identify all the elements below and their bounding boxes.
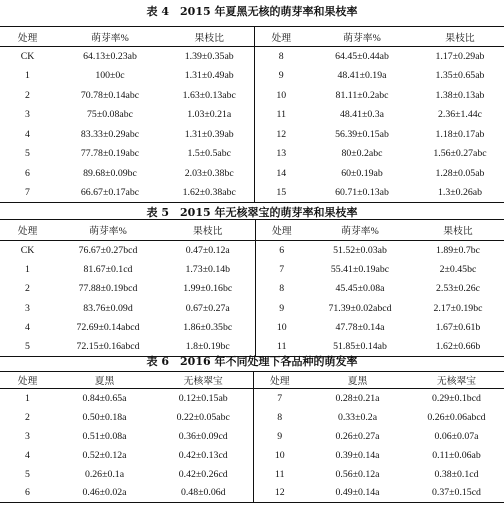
table-cell: 0.67±0.27a (185, 302, 230, 314)
table-cell: 1.18±0.17ab (435, 128, 485, 140)
column-header: 处理 (253, 372, 306, 389)
table-cell: 1.8±0.19bc (185, 340, 230, 352)
table-cell: 8 (253, 408, 306, 427)
table-row (0, 446, 504, 465)
table-row (0, 105, 504, 125)
table-cell: 71.39±0.02abcd (328, 302, 392, 314)
table-cell: 1.17±0.29ab (435, 51, 485, 62)
table-cell: 0.46±0.02a (82, 487, 127, 499)
table-cell: 3 (25, 109, 30, 121)
table-cell: 3 (25, 430, 30, 442)
table-cell: 89.68±0.09bc (83, 167, 137, 179)
table-cell: 2 (25, 89, 30, 101)
table-cell: 70.78±0.14abc (80, 89, 140, 101)
table-cell: 11 (255, 337, 308, 356)
table-row (0, 465, 504, 484)
table-cell: 1 (25, 70, 30, 82)
column-header: 夏黑 (347, 376, 368, 387)
table-cell: 0.28±0.21a (335, 392, 380, 404)
table-cell: 1.03±0.21a (187, 109, 232, 121)
column-header: 萌芽率% (343, 32, 381, 44)
table-cell: 48.41±0.19a (337, 70, 387, 82)
table-cell: 0.26±0.27a (335, 430, 380, 442)
header-row (0, 372, 504, 389)
table-cell: 14 (254, 164, 308, 184)
table-cell: 0.49±0.14a (335, 487, 380, 499)
table-cell: 10 (253, 446, 306, 465)
table-cell: 11 (254, 105, 308, 125)
table-cell: 3 (25, 302, 30, 314)
table-cell: 1.31±0.49ab (184, 70, 234, 82)
table-cell: 0.37±0.15cd (432, 487, 481, 499)
table-cell: 77.88±0.19bcd (78, 283, 138, 295)
table-cell: 4 (25, 321, 30, 333)
table-cell: 1.5±0.5abc (187, 148, 231, 160)
column-header: 处理 (255, 220, 308, 241)
table-cell: 0.50±0.18a (82, 411, 127, 423)
table-cell: 6 (25, 167, 30, 179)
table-cell: 56.39±0.15ab (335, 128, 389, 140)
table-cell: 81.11±0.2abc (335, 89, 389, 101)
column-header: 无核翠宝 (436, 376, 477, 387)
table-cell: 51.85±0.14ab (333, 340, 387, 352)
table-cell: 9 (255, 298, 308, 317)
table-cell: 0.29±0.1bcd (432, 392, 481, 404)
column-header: 萌芽率% (341, 226, 379, 237)
header-row (0, 220, 504, 241)
table5-caption: 表 5 2015 年无核翠宝的萌芽率和果枝率 (146, 206, 358, 219)
table-cell: 1 (25, 263, 30, 275)
table-cell: 72.15±0.16abcd (76, 340, 140, 352)
table-cell: 0.42±0.26cd (178, 468, 228, 480)
table-cell: 64.13±0.23ab (83, 51, 137, 62)
table-cell: 2.53±0.26c (435, 283, 480, 295)
table-cell: 11 (253, 465, 306, 484)
table-cell: 45.45±0.08a (335, 283, 385, 295)
table-cell: 5 (25, 340, 30, 352)
table-row (0, 47, 504, 67)
table-cell: 7 (253, 389, 306, 408)
table-cell: 0.56±0.12a (335, 468, 380, 480)
column-header: 处理 (17, 32, 38, 44)
table-cell: 10 (255, 318, 308, 337)
table-cell: 9 (254, 66, 308, 86)
table-cell: 1.62±0.38abc (182, 187, 236, 198)
table4-caption: 表 4 2015 年夏黑无核的萌芽率和果枝率 (146, 5, 358, 18)
table-cell: 1.99±0.16bc (183, 283, 233, 295)
table-cell: 2 (25, 283, 30, 295)
table-cell: 0.22±0.05abc (176, 411, 230, 423)
table-cell: 0.26±0.06abcd (427, 411, 486, 423)
table-cell: 13 (254, 144, 308, 164)
table-cell: 1.35±0.65ab (435, 70, 485, 82)
table-row (0, 318, 504, 337)
table-cell: 0.47±0.12a (185, 244, 230, 256)
table-cell: 2 (25, 411, 30, 423)
table-row (0, 389, 504, 408)
table-cell: 12 (254, 125, 308, 145)
table-cell: 2.36±1.44c (437, 109, 482, 121)
table-cell: 100±0c (95, 70, 125, 82)
table6-caption: 表 6 2016 年不同处理下各品种的萌发率 (146, 355, 358, 368)
table-cell: 2.17±0.19bc (433, 302, 483, 314)
table-row (0, 241, 504, 260)
table-cell: 1.86±0.35bc (183, 321, 233, 333)
table-cell: 15 (254, 183, 308, 203)
column-header: 果枝比 (445, 32, 475, 44)
table-cell: 6 (255, 241, 308, 260)
table-cell: 60.71±0.13ab (335, 187, 389, 198)
table-row (0, 279, 504, 298)
table-cell: 8 (254, 47, 308, 67)
table-cell: 1.62±0.66b (435, 340, 481, 352)
table-cell: 7 (25, 187, 30, 198)
table-cell: 83.33±0.29abc (80, 128, 140, 140)
table-cell: 9 (253, 427, 306, 446)
table-cell: 5 (25, 148, 30, 160)
table-cell: 47.78±0.14a (335, 321, 385, 333)
column-header: 果枝比 (193, 226, 223, 237)
table-cell: 0.06±0.07a (434, 430, 479, 442)
table-row (0, 484, 504, 503)
table4 (0, 26, 504, 203)
table-cell: 1.56±0.27abc (433, 148, 487, 160)
table-cell: 1 (25, 392, 30, 404)
column-header: 处理 (254, 27, 308, 47)
column-header: 萌芽率% (89, 226, 127, 237)
table-cell: 4 (25, 449, 30, 461)
column-header: 果枝比 (443, 226, 473, 237)
table5 (0, 219, 504, 357)
table-row (0, 427, 504, 446)
table-row (0, 183, 504, 203)
table-cell: 1.39±0.35ab (184, 51, 234, 62)
table-cell: 0.42±0.13cd (178, 449, 228, 461)
table-cell: 75±0.08abc (87, 109, 133, 121)
table-cell: 1.38±0.13ab (435, 89, 485, 101)
table-cell: 80±0.2abc (341, 148, 383, 160)
table-cell: 2.03±0.38bc (184, 167, 234, 179)
table-row (0, 86, 504, 106)
table-cell: 6 (25, 487, 30, 499)
table-cell: 76.67±0.27bcd (78, 244, 138, 256)
column-header: 果枝比 (194, 32, 224, 44)
table-cell: 0.26±0.1a (84, 468, 125, 480)
table-cell: 0.51±0.08a (82, 430, 127, 442)
table-cell: 8 (255, 279, 308, 298)
table-cell: 0.84±0.65a (82, 392, 127, 404)
table6 (0, 371, 504, 503)
column-header: 无核翠宝 (183, 376, 223, 387)
table-cell: 81.67±0.1cd (83, 263, 133, 275)
column-header: 处理 (17, 226, 38, 237)
table-cell: 12 (253, 484, 306, 503)
table-cell: 0.38±0.1cd (434, 468, 479, 480)
table-row (0, 260, 504, 279)
table-cell: 77.78±0.19abc (80, 148, 140, 160)
table-cell: 83.76±0.09d (83, 302, 133, 314)
table-cell: 1.3±0.26ab (437, 187, 482, 198)
table-row (0, 144, 504, 164)
table-cell: CK (20, 244, 35, 256)
table-cell: 7 (255, 260, 308, 279)
table-cell: 0.11±0.06ab (432, 449, 481, 461)
table-row (0, 164, 504, 184)
table-cell: 64.45±0.44ab (335, 51, 389, 62)
table-cell: 1.73±0.14b (185, 263, 231, 275)
table-cell: 0.39±0.14a (335, 449, 380, 461)
column-header: 夏黑 (94, 376, 115, 387)
table-cell: 72.69±0.14abcd (76, 321, 140, 333)
table-cell: CK (20, 51, 35, 62)
column-header: 处理 (17, 376, 38, 387)
table-cell: 1.31±0.39ab (184, 128, 234, 140)
table-cell: 0.36±0.09cd (178, 430, 228, 442)
table-row (0, 408, 504, 427)
table-row (0, 66, 504, 86)
table-cell: 66.67±0.17abc (80, 187, 140, 198)
table-cell: 1.89±0.7bc (435, 244, 480, 256)
table-cell: 1.28±0.05ab (435, 167, 485, 179)
table-cell: 51.52±0.03ab (333, 244, 387, 256)
table-cell: 0.48±0.06d (180, 487, 226, 499)
table-cell: 0.52±0.12a (82, 449, 127, 461)
table-cell: 1.63±0.13abc (182, 89, 236, 101)
table-cell: 0.33±0.2a (337, 411, 378, 423)
column-header: 萌芽率% (91, 32, 129, 44)
table-cell: 4 (25, 128, 30, 140)
table-cell: 55.41±0.19abc (330, 263, 390, 275)
table-cell: 48.41±0.3a (339, 109, 384, 121)
table-cell: 1.67±0.61b (435, 321, 481, 333)
table-cell: 60±0.19ab (341, 167, 383, 179)
table-cell: 2±0.45bc (439, 263, 477, 275)
table-cell: 0.12±0.15ab (178, 392, 228, 404)
table-row (0, 298, 504, 317)
table-cell: 5 (25, 468, 30, 480)
table-row (0, 125, 504, 145)
table-cell: 10 (254, 86, 308, 106)
header-row (0, 27, 504, 47)
